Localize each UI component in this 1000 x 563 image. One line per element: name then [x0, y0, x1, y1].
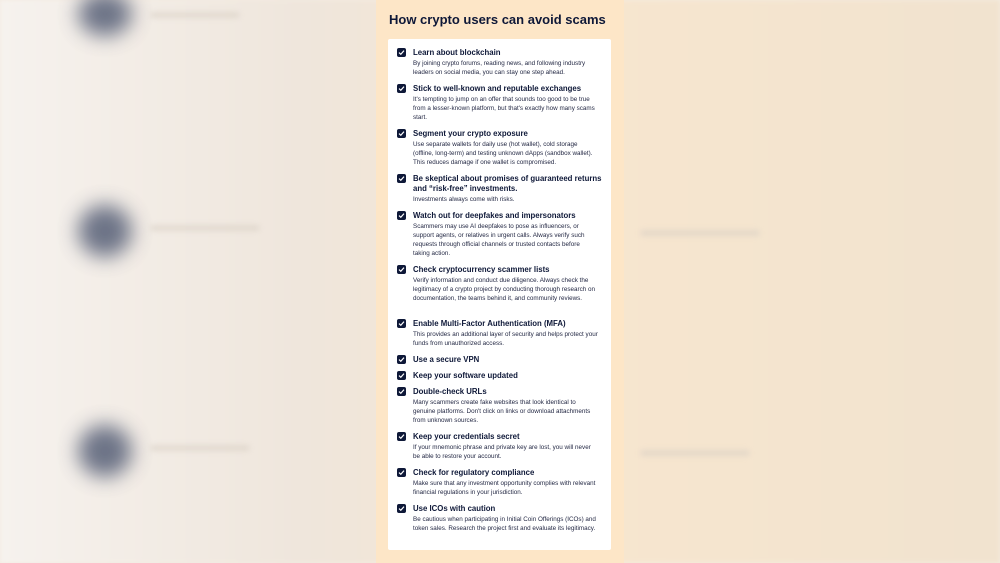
checkbox-icon [397, 468, 406, 477]
tip-description: Scammers may use AI deepfakes to pose as influencers, or support agents, or relatives in urgent calls. Always verify such requests through official channels or trusted contacts before taking action. [413, 223, 585, 257]
tip-item-1 [397, 48, 602, 77]
checkbox-icon [397, 371, 406, 380]
tip-description: Verify information and conduct due diligence. Always check the legitimacy of a crypto project by conducting thorough research on documentation, the teams behind it, and community reviews. [413, 277, 596, 302]
checkbox-icon [397, 355, 406, 364]
blurred-line [150, 445, 250, 451]
tip-item-7 [397, 319, 602, 348]
tips-card [388, 39, 611, 550]
blurred-line [640, 450, 750, 456]
tip-title: Keep your software updated [413, 371, 518, 380]
checkbox-icon [397, 319, 406, 328]
checkbox-icon [397, 504, 406, 513]
checkbox-icon [397, 129, 406, 138]
tip-title: Segment your crypto exposure [413, 129, 528, 138]
checkbox-icon [397, 174, 406, 183]
tip-description: By joining crypto forums, reading news, and following industry leaders on social media, you can stay one step ahead. [413, 60, 586, 76]
tip-item-2 [397, 84, 602, 122]
tip-item-13 [397, 504, 602, 533]
tip-title: Be skeptical about promises of guaranteed returns and “risk-free” investments. [413, 174, 602, 193]
tip-description: This provides an additional layer of security and helps protect your funds from unauthorized access. [413, 331, 598, 347]
tip-item-8 [397, 355, 602, 365]
checkbox-icon [397, 432, 406, 441]
tip-description: If your mnemonic phrase and private key are lost, you will never be able to restore your account. [413, 444, 591, 460]
tip-item-12 [397, 468, 602, 497]
tip-title: Watch out for deepfakes and impersonators [413, 211, 576, 220]
blurred-line [640, 230, 760, 236]
tip-title: Check for regulatory compliance [413, 468, 535, 477]
infographic-panel [376, 0, 624, 563]
tip-title: Use a secure VPN [413, 355, 480, 364]
tip-title: Enable Multi-Factor Authentication (MFA) [413, 319, 566, 328]
checkbox-icon [397, 265, 406, 274]
tip-item-11 [397, 432, 602, 461]
checkbox-icon [397, 48, 406, 57]
tip-description: Be cautious when participating in Initial Coin Offerings (ICOs) and token sales. Research the project first and evaluate its legitimacy. [413, 516, 596, 532]
checkbox-icon [397, 84, 406, 93]
tip-item-6 [397, 265, 602, 303]
tip-item-3 [397, 129, 602, 167]
tip-item-10 [397, 387, 602, 425]
tip-description: Make sure that any investment opportunity complies with relevant financial regulations in your jurisdiction. [413, 480, 596, 496]
infographic-title: How crypto users can avoid scams [389, 12, 606, 27]
tip-item-4 [397, 174, 602, 204]
tip-description: Many scammers create fake websites that look identical to genuine platforms. Don't click on links or download attachments from unknown sources. [413, 399, 591, 424]
tip-item-5 [397, 211, 602, 258]
tip-title: Check cryptocurrency scammer lists [413, 265, 550, 274]
blurred-avatar-middle [78, 205, 132, 257]
tip-title: Keep your credentials secret [413, 432, 520, 441]
tip-title: Learn about blockchain [413, 48, 501, 57]
checkbox-icon [397, 387, 406, 396]
blurred-line [150, 12, 240, 18]
blurred-line [150, 225, 260, 231]
tip-description: Use separate wallets for daily use (hot wallet), cold storage (offline, long-term) and testing unknown dApps (sandbox wallet). This reduces damage if one wallet is compromised. [413, 141, 593, 166]
tip-title: Stick to well-known and reputable exchanges [413, 84, 582, 93]
tip-title: Double-check URLs [413, 387, 487, 396]
tip-description: Investments always come with risks. [413, 196, 515, 203]
tip-item-9 [397, 371, 602, 381]
checkbox-icon [397, 211, 406, 220]
tip-description: It's tempting to jump on an offer that sounds too good to be true from a lesser-known platform, but that's exactly how many scams start. [413, 96, 595, 121]
blurred-avatar-bottom [78, 425, 132, 477]
tip-title: Use ICOs with caution [413, 504, 496, 513]
